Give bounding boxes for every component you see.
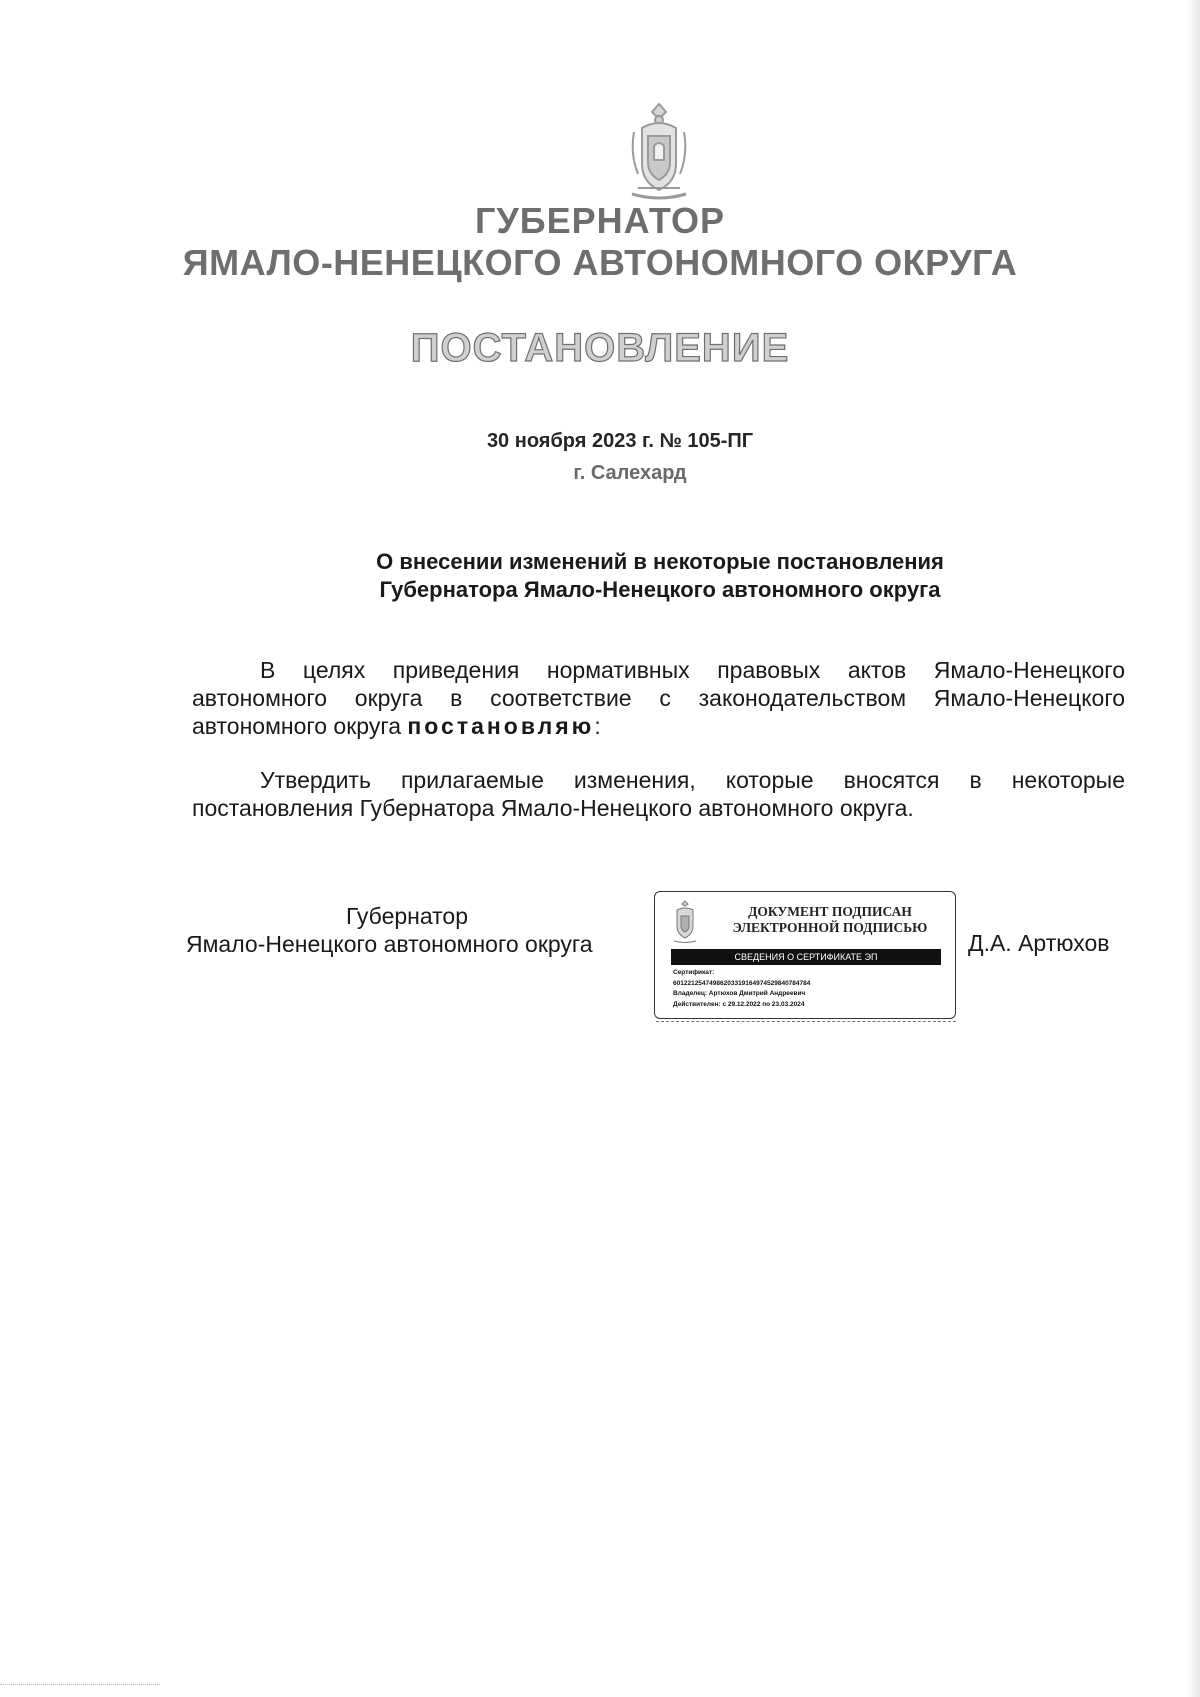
date-and-number: 30 ноября 2023 г. № 105-ПГ: [486, 430, 754, 452]
paragraph-1-end: :: [594, 713, 601, 739]
document-type-heading: ПОСТАНОВЛЕНИЕ: [410, 326, 790, 370]
electronic-signature-stamp: [654, 891, 956, 1019]
paragraph-1-text: В целях приведения нормативных правовых актов Ямало-Ненецкого автономного округа в соответствие с законодательством Ямало-Ненецкого автономного округа: [192, 657, 1125, 739]
certificate-number: 60122125474986203319164974529840784784: [673, 979, 811, 987]
document-subject: [300, 548, 1020, 604]
resolution-keyword: постановляю: [407, 713, 595, 739]
certificate-owner: Владелец: Артюхов Дмитрий Андреевич: [673, 990, 806, 997]
certificate-label: Сертификат:: [673, 969, 715, 976]
paragraph-2-text: Утвердить прилагаемые изменения, которые вносятся в некоторые постановления Губернатора Ямало-Ненецкого автономного округа.: [192, 767, 1125, 821]
page-right-edge: [1186, 0, 1200, 1697]
region-title: ЯМАЛО-НЕНЕЦКОГО АВТОНОМНОГО ОКРУГА: [182, 242, 1018, 283]
subject-line-2: Губернатора Ямало-Ненецкого автономного округа: [379, 577, 941, 602]
stamp-underline: [656, 1021, 956, 1023]
stamp-heading-line-2: ЭЛЕКТРОННОЙ ПОДПИСЬЮ: [732, 920, 928, 935]
position-line-2: Ямало-Ненецкого автономного округа: [186, 931, 593, 957]
coat-of-arms-icon: [622, 102, 696, 202]
certificate-details: [673, 968, 945, 1010]
stamp-heading-line-1: ДОКУМЕНТ ПОДПИСАН: [748, 904, 912, 919]
certificate-validity: Действителен: с 29.12.2022 по 23.03.2024: [673, 1000, 805, 1008]
city-name: г. Салехард: [573, 462, 687, 484]
body-paragraph-2: [192, 766, 1125, 822]
stamp-emblem-icon: [671, 900, 699, 944]
signatory-name: Д.А. Артюхов: [968, 930, 1110, 956]
signatory-position: [186, 902, 646, 958]
stamp-heading: [715, 904, 945, 936]
subject-line-1: О внесении изменений в некоторые постановления: [376, 549, 944, 574]
position-line-1: Губернатор: [346, 903, 469, 929]
footer-mark: [0, 1684, 160, 1689]
body-paragraph-1: [192, 656, 1125, 740]
certificate-info-bar: СВЕДЕНИЯ О СЕРТИФИКАТЕ ЭП: [671, 949, 941, 965]
governor-title: ГУБЕРНАТОР: [474, 200, 725, 241]
